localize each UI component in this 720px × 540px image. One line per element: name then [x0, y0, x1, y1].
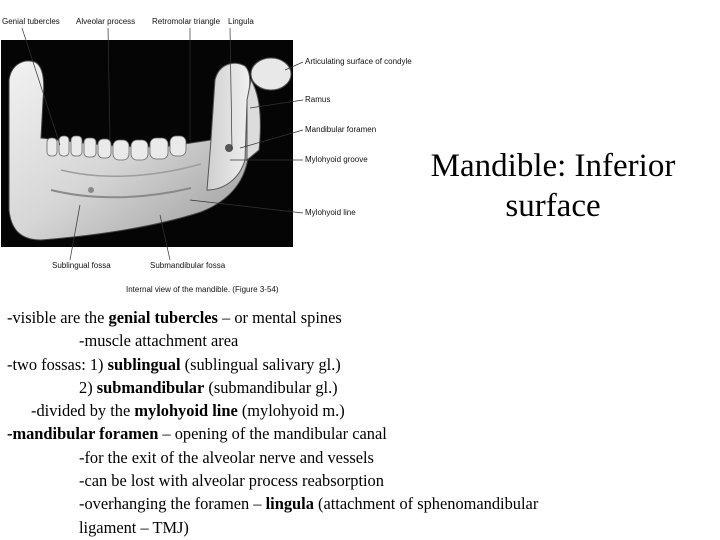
term-lingula: lingula [265, 494, 314, 514]
body-text-span: (sublingual salivary gl.) [180, 354, 341, 374]
body-line [7, 306, 713, 329]
label-retromolar-triangle: Retromolar triangle [152, 17, 221, 26]
body-text-span: -can be lost with alveolar process reabsorption [79, 471, 384, 491]
term-mylohyoid-line: mylohyoid line [134, 401, 238, 421]
body-text [7, 306, 713, 539]
body-line [7, 329, 713, 352]
label-alveolar-process: Alveolar process [76, 17, 136, 26]
body-line [7, 422, 713, 445]
body-text-span: 2) [79, 377, 97, 397]
term-submandibular: submandibular [96, 377, 205, 397]
body-text-span: -overhanging the foramen – [79, 494, 266, 514]
body-line [7, 376, 713, 399]
label-genial-tubercles: Genial tubercles [2, 17, 60, 26]
label-mandibular-foramen: Mandibular foramen [305, 125, 377, 134]
body-line [7, 353, 713, 376]
body-text-span: -muscle attachment area [79, 331, 239, 351]
body-text-span: -divided by the [31, 401, 135, 421]
label-articulating-condyle: Articulating surface of condyle [305, 57, 412, 66]
slide-title-line2: surface [505, 188, 601, 224]
body-text-span: -for the exit of the alveolar nerve and vessels [79, 447, 374, 467]
label-mylohyoid-groove: Mylohyoid groove [305, 155, 368, 164]
body-text-span: (attachment of sphenomandibular [313, 494, 539, 514]
slide-title [400, 146, 706, 226]
label-submandibular-fossa: Submandibular fossa [150, 261, 226, 270]
label-mylohyoid-line: Mylohyoid line [305, 208, 356, 217]
body-text-span: (submandibular gl.) [204, 377, 338, 397]
label-sublingual-fossa: Sublingual fossa [52, 261, 111, 270]
term-genial-tubercles: genial tubercles [108, 308, 218, 327]
body-line [7, 492, 713, 515]
body-line [7, 469, 713, 492]
body-line [7, 516, 713, 539]
label-ramus: Ramus [305, 95, 331, 104]
mandible-photo [1, 40, 293, 247]
body-text-span: – or mental spines [217, 308, 342, 327]
body-line [7, 446, 713, 469]
term-sublingual: sublingual [107, 354, 181, 374]
body-text-span: -visible are the [7, 308, 109, 327]
body-text-span: ligament – TMJ) [79, 517, 189, 537]
body-line [7, 399, 713, 422]
body-text-span: -two fossas: 1) [7, 354, 108, 374]
term-mandibular-foramen: -mandibular foramen [7, 424, 159, 444]
body-text-span: (mylohyoid m.) [237, 401, 345, 421]
body-text-span: – opening of the mandibular canal [158, 424, 387, 444]
slide-title-line1: Mandible: Inferior [430, 148, 676, 184]
mandible-figure [0, 0, 430, 300]
mandible-illustration [1, 40, 293, 247]
label-lingula: Lingula [228, 17, 254, 26]
figure-caption: Internal view of the mandible. (Figure 3-54) [126, 285, 279, 294]
